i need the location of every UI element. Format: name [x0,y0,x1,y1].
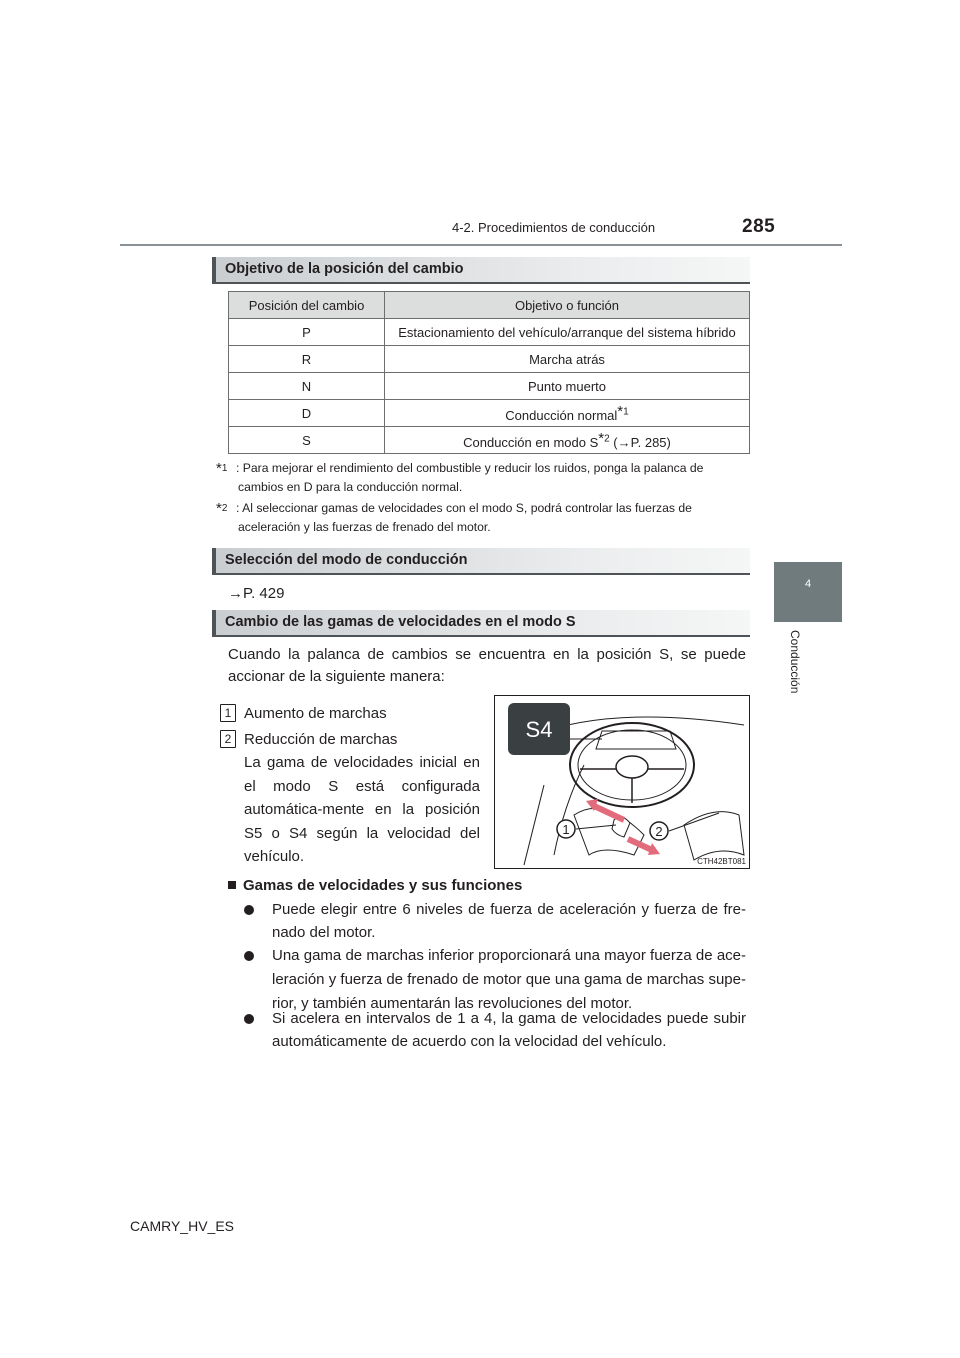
footnote-star: * [598,430,605,447]
table-header-row [229,292,750,319]
heading-bar [212,257,216,282]
table-row [229,319,750,346]
footnote-2 [216,499,750,537]
table-cell-function: Punto muerto [385,373,750,400]
function-text: Conducción normal [505,408,618,423]
table-cell-position: R [229,346,385,373]
table-row [229,427,750,454]
square-bullet [228,881,236,889]
bullet-text: Puede elegir entre 6 niveles de fuerza de aceleración y fuerza de fre-nado del motor. [272,901,746,941]
step-text: Aumento de marchas [244,705,387,722]
bullet-text: Una gama de marchas inferior proporcionará una mayor fuerza de ace-leración y fuerza de frenado de motor que una gama de marchas supe-rior, y también aumentarán las revoluciones del motor. [272,947,746,1012]
step-number: 2 [220,730,236,748]
page-ref-link[interactable]: (→P. 285) [613,435,671,450]
page-number: 285 [742,216,776,237]
section-heading-text: Objetivo de la posición del cambio [225,261,464,277]
footnote-label: 1 [221,463,228,474]
section-heading-s-mode [212,610,750,637]
note-paragraph: La gama de velocidades inicial en el modo S está configurada automática-mente en la posición S5 o S4 según la velocidad del vehículo. [244,754,480,865]
footnote-text: : Para mejorar el rendimiento del combustible y reducir los ruidos, ponga la palanca de cambios en D para la conducción normal. [236,461,704,494]
column-header: Objetivo o función [385,292,750,319]
table-cell-position: S [229,427,385,454]
footnote-label: 2 [221,503,228,514]
intro-paragraph: Cuando la palanca de cambios se encuentra en la posición S, se puede accionar de la siguiente manera: [228,646,746,685]
table-cell-function [385,400,750,427]
heading-bar [212,610,216,635]
table-row [229,346,750,373]
heading-bar [212,548,216,573]
chapter-tab [774,562,842,622]
model-code: CAMRY_HV_ES [130,1218,235,1234]
footnote-text: : Al seleccionar gamas de velocidades con el modo S, podrá controlar las fuerzas de aceleración y las fuerzas de frenado del motor. [236,501,692,534]
bullet [244,1014,254,1024]
column-header: Posición del cambio [229,292,385,319]
display-text: S4 [525,717,553,742]
callout-2: 2 [655,824,663,839]
illustration-code: CTH42BT081 [697,857,746,866]
chapter-number: 4 [804,578,812,590]
table-row [229,373,750,400]
footnote-ref: 1 [623,406,629,418]
table-cell-position: N [229,373,385,400]
step-number: 1 [220,704,236,722]
footnote-1 [216,459,750,497]
page-ref-link[interactable]: →P. 429 [228,585,285,602]
footnote-star: * [617,403,624,420]
callout-1: 1 [562,822,570,837]
shift-paddle-illustration [494,695,750,869]
table-cell-function: Marcha atrás [385,346,750,373]
table-row [229,400,750,427]
header-rule [120,244,842,246]
table-cell-position: D [229,400,385,427]
section-heading-text: Cambio de las gamas de velocidades en el modo S [225,614,576,630]
footnote-star: * [216,460,222,478]
chapter-label: Conducción [788,630,802,694]
section-heading-text: Selección del modo de conducción [225,552,468,568]
step-text: Reducción de marchas [244,731,398,748]
bullet [244,905,254,915]
shift-position-table [228,291,750,454]
bullet-text: Si acelera en intervalos de 1 a 4, la gama de velocidades puede subir automáticamente de acuerdo con la velocidad del vehículo. [272,1010,746,1050]
table-cell-function: Estacionamiento del vehículo/arranque del sistema híbrido [385,319,750,346]
table-cell-function [385,427,750,454]
function-text: Conducción en modo S [463,435,599,450]
section-heading-drive-mode [212,548,750,575]
bullet [244,951,254,961]
running-header: 4-2. Procedimientos de conducción [452,220,656,235]
table-cell-position: P [229,319,385,346]
footnote-star: * [216,500,222,518]
footnote-ref: 2 [604,433,610,445]
sub-heading: Gamas de velocidades y sus funciones [243,877,523,894]
section-heading-shift-position [212,257,750,284]
